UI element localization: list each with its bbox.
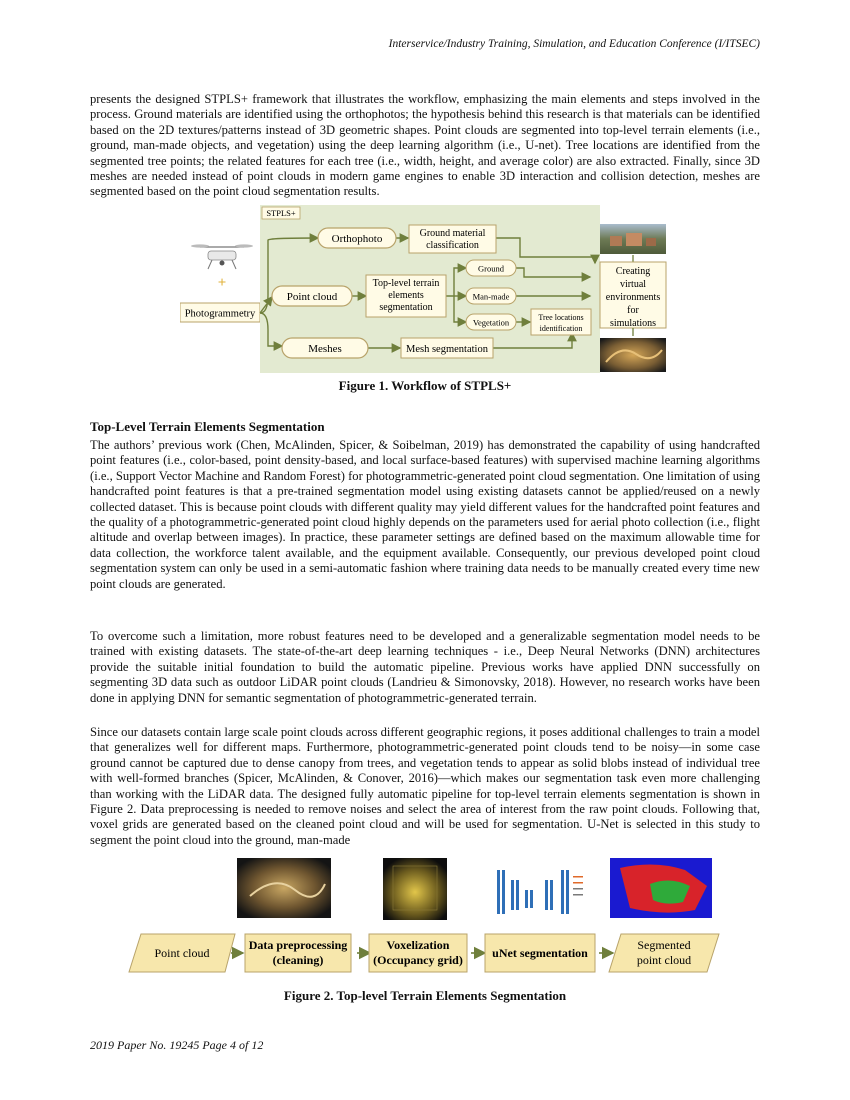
paragraph-intro: presents the designed STPLS+ framework that illustrates the workflow, emphasizing the main elements and steps involved in the process. Ground materials are identified using the orthophotos; the hypothesis behind this research is that materials can be identified based on the 2D textures/patterns instead of 3D geometric shapes. Point clouds are segmented into top-level terrain elements (i.e., ground, man-made objects, and vegetation) using the deep learning algorithm (i.e., U-net). Tree locations are identified from the segmented tree points; the related features for each tree (i.e., width, height, and average color) are also extracted. Finally, since 3D meshes are needed instead of point clouds in modern game engines to enable 3D interaction and collision detection, meshes are segmented based on the point cloud segmentation results. [90,92,760,199]
svg-text:Segmented: Segmented [637,938,691,952]
section-heading: Top-Level Terrain Elements Segmentation [90,419,325,434]
virtual-terrain-thumbnail [600,338,666,372]
figure-1-caption: Figure 1. Workflow of STPLS+ [338,378,512,393]
step-unet-segmentation [485,934,595,972]
node-creating-virtual-environments [600,262,666,329]
svg-text:Tree locations: Tree locations [538,313,584,322]
svg-text:environments: environments [605,292,661,303]
step-segmented-point-cloud [609,934,719,972]
node-orthophoto [318,228,396,248]
node-man-made [466,288,516,304]
page-footer: 2019 Paper No. 19245 Page 4 of 12 [90,1038,264,1052]
figure-2-caption: Figure 2. Top-level Terrain Elements Segmentation [283,988,567,1003]
node-mesh-segmentation [401,338,493,358]
svg-text:classification: classification [426,240,479,251]
svg-text:Photogrammetry: Photogrammetry [184,308,256,320]
svg-text:Data preprocessing: Data preprocessing [248,938,348,952]
svg-text:Ground material: Ground material [419,228,486,239]
svg-text:uNet segmentation: uNet segmentation [492,946,588,960]
stpls-frame-label: STPLS+ [266,208,296,218]
svg-text:segmentation: segmentation [379,302,433,313]
figure-1-output-column [596,222,670,374]
figure-2-pipeline [125,856,725,976]
svg-text:(cleaning): (cleaning) [272,953,324,967]
svg-text:Man-made: Man-made [472,291,510,302]
svg-text:Mesh segmentation: Mesh segmentation [406,344,488,355]
unet-diagram-thumbnail [490,858,590,928]
node-tree-locations [531,309,591,335]
svg-text:Vegetation: Vegetation [472,317,510,328]
svg-text:Voxelization: Voxelization [386,938,450,952]
segmented-result-thumbnail [610,858,712,918]
svg-text:elements: elements [388,290,424,301]
node-meshes [282,338,368,358]
svg-text:virtual: virtual [619,279,647,290]
svg-text:(Occupancy grid): (Occupancy grid) [373,953,463,967]
svg-text:Top-level terrain: Top-level terrain [372,278,440,289]
figure-1-workflow [180,205,600,377]
svg-text:identification: identification [539,324,583,333]
node-photogrammetry [180,303,260,322]
node-point-cloud [272,286,352,306]
svg-text:for: for [627,305,639,316]
node-top-level-segmentation [366,275,446,317]
step-point-cloud [129,934,235,972]
svg-text:point cloud: point cloud [636,953,692,967]
paragraph-previous-work: The authors’ previous work (Chen, McAlinden, Spicer, & Soibelman, 2019) has demonstrated the capability of using handcrafted point features (i.e., color-based, point density-based, and local surface-based features) with supervised machine learning algorithms (i.e., Support Vector Machine and Random Forest) for photogrammetric-generated point cloud segmentation. One limitation of using handcrafted point features is that a pre-trained segmentation model using existing datasets cannot be applied/reused on a newly collected dataset. This is because point clouds with different quality may yield different values for the handcrafted point features and the quality of a photogrammetric-generated point cloud highly depends on the parameters used for aerial photo collection (i.e., flight altitude and overlap between images). In practice, these parameter settings are defined based on the maximum allowable time for data collection, the workforce talent available, and the equipment available. Consequently, our previous developed point cloud segmentation system can only be used in a semi-automatic fashion where training data needs to be manually created every time new point clouds are generated. [90,438,760,591]
node-ground [466,260,516,276]
node-ground-material [409,225,496,253]
step-data-preprocessing [245,934,351,972]
plus-icon: + [217,275,227,291]
running-header: Interservice/Industry Training, Simulation, and Education Conference (I/ITSEC) [388,38,760,50]
paragraph-pipeline: Since our datasets contain large scale point clouds across different geographic regions, it poses additional challenges to train a model that generalizes well for different maps. Furthermore, photogrammetric-generated point clouds tend to be noisy—in some case ground cannot be captured due to dense canopy from trees, and vegetation tends to appear as solid blobs instead of individual tree with well-formed branches (Spicer, McAlinden, & Conover, 2016)—which makes our segmentation task even more challenging than working with the LiDAR data. The designed fully automatic pipeline for top-level terrain elements segmentation is shown in Figure 2. Data preprocessing is needed to remove noises and select the area of interest from the raw point clouds. Following that, voxel grids are generated based on the cleaned point cloud and will be used for segmentation. U-Net is selected in this study to segment the point cloud into the ground, man-made [90,725,760,847]
svg-text:simulations: simulations [609,318,657,329]
step-voxelization [369,934,467,972]
voxel-grid-thumbnail [383,858,447,920]
svg-text:Ground: Ground [478,263,504,274]
svg-text:Meshes: Meshes [308,343,342,355]
node-vegetation [466,314,516,330]
svg-text:Point cloud: Point cloud [154,946,210,960]
svg-text:Point cloud: Point cloud [286,291,338,303]
paragraph-limitation: To overcome such a limitation, more robust features need to be developed and a generalizable segmentation model needs to be trained with existing datasets. The state-of-the-art deep learning techniques - i.e., Deep Neural Networks (DNN) architectures provide the suitable initial foundation to build the automatic pipeline. Previous works have applied DNN successfully on segmenting 3D data such as outdoor LiDAR point clouds (Landrieu & Simonovsky, 2018). However, no research works have been done in applying DNN for semantic segmentation of photogrammetric-generated terrain. [90,629,760,705]
svg-text:Orthophoto: Orthophoto [331,233,383,245]
preprocessing-thumbnail [237,858,331,918]
drone-icon [191,244,253,269]
svg-text:Creating: Creating [615,266,651,277]
virtual-city-thumbnail [600,224,666,254]
